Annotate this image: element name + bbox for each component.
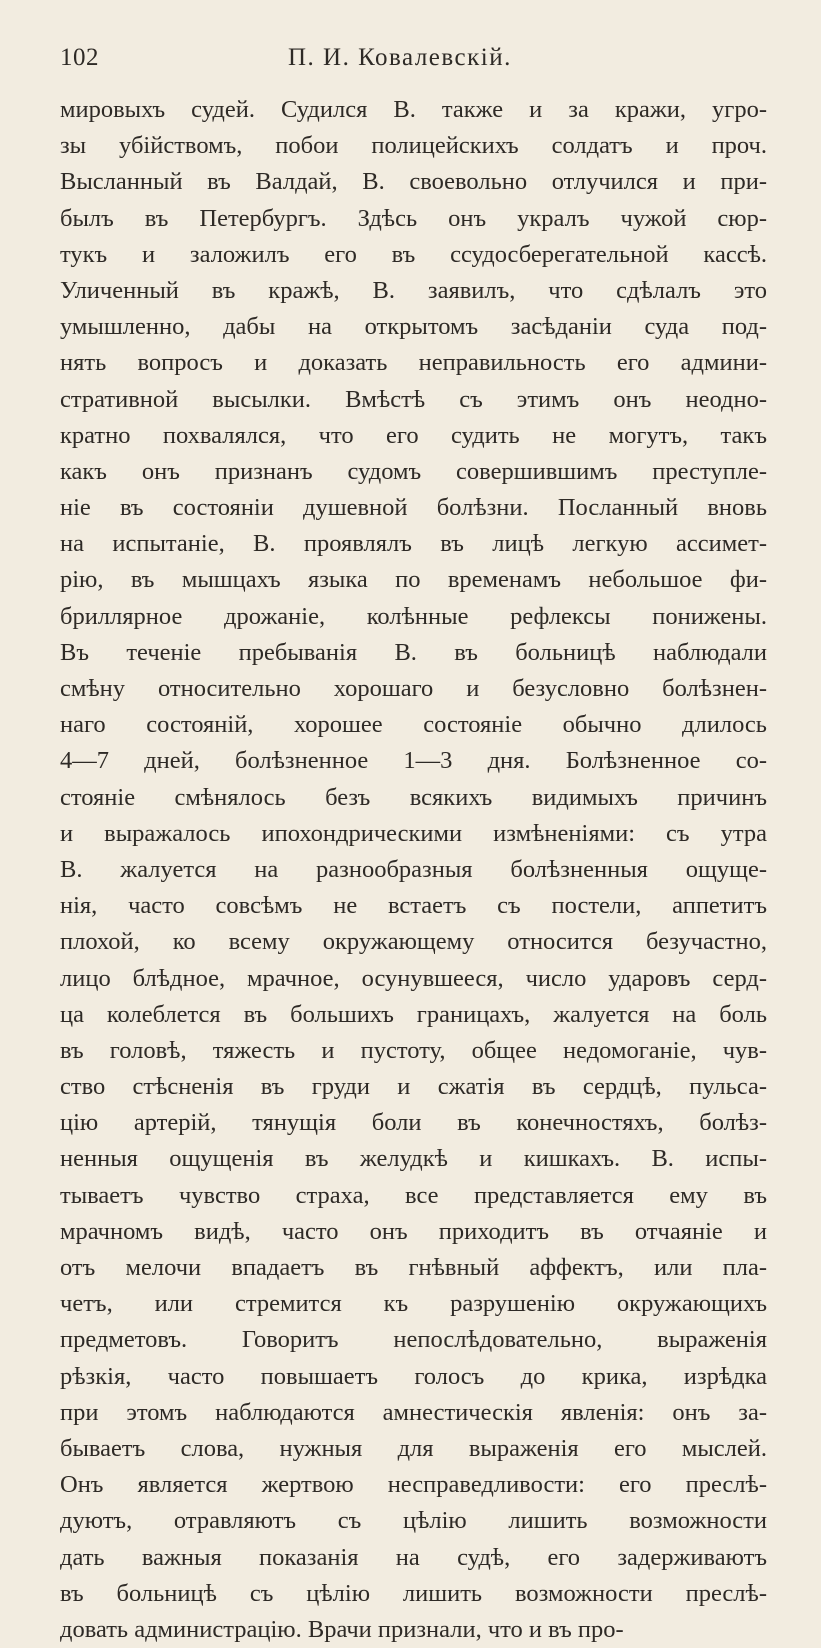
body-text [60, 92, 767, 1648]
text-line: В. жалуется на разнообразныя болѣзненныя ощуще- [60, 855, 767, 883]
text-line: ца колеблется въ большихъ границахъ, жалуется на боль [60, 1000, 767, 1028]
text-line: въ головѣ, тяжесть и пустоту, общее недомоганіе, чув- [60, 1036, 767, 1064]
text-line: смѣну относительно хорошаго и безусловно болѣзнен- [60, 675, 767, 702]
text-line: мрачномъ видѣ, часто онъ приходитъ въ отчаяніе и [60, 1217, 767, 1245]
text-line: нія, часто совсѣмъ не встаетъ съ постели, аппетитъ [60, 892, 767, 920]
text-line: дать важныя показанія на судѣ, его задерживаютъ [60, 1543, 767, 1571]
text-line: стояніе смѣнялось безъ всякихъ видимыхъ причинъ [60, 783, 767, 811]
text-line: на испытаніе, В. проявлялъ въ лицѣ легкую ассимет- [60, 530, 767, 558]
text-line: умышленно, дабы на открытомъ засѣданіи суда под- [60, 313, 767, 341]
running-title: П. И. Ковалевскій. [288, 44, 512, 71]
text-line: четъ, или стремится къ разрушенію окружающихъ [60, 1290, 767, 1318]
text-line: при этомъ наблюдаются амнестическія явленія: онъ за- [60, 1398, 767, 1426]
running-head [60, 40, 765, 80]
text-line: нять вопросъ и доказать неправильность его админи- [60, 349, 767, 377]
text-line: мировыхъ судей. Судился В. также и за кражи, угро- [60, 96, 767, 123]
text-line: Онъ является жертвою несправедливости: его преслѣ- [60, 1471, 767, 1499]
text-line: предметовъ. Говоритъ непослѣдовательно, выраженія [60, 1326, 767, 1354]
text-line: стративной высылки. Вмѣстѣ съ этимъ онъ неодно- [60, 385, 767, 413]
text-line: кратно похвалялся, что его судить не могутъ, такъ [60, 421, 767, 449]
text-line: и выражалось ипохондрическими измѣненіями: съ утра [60, 819, 767, 847]
page-number: 102 [60, 44, 99, 71]
text-line: рѣзкія, часто повышаетъ голосъ до крика, изрѣдка [60, 1362, 767, 1390]
text-line: лицо блѣдное, мрачное, осунувшееся, число ударовъ серд- [60, 964, 767, 992]
text-line: Уличенный въ кражѣ, В. заявилъ, что сдѣлалъ это [60, 276, 767, 304]
text-line: Высланный въ Валдай, В. своевольно отлучился и при- [60, 168, 767, 196]
text-line: бываетъ слова, нужныя для выраженія его мыслей. [60, 1434, 767, 1462]
text-line: наго состояній, хорошее состояніе обычно длилось [60, 711, 767, 739]
text-line: ненныя ощущенія въ желудкѣ и кишкахъ. В. испы- [60, 1145, 767, 1173]
text-line: въ больницѣ съ цѣлію лишить возможности преслѣ- [60, 1579, 767, 1607]
text-line: плохой, ко всему окружающему относится безучастно, [60, 928, 767, 956]
text-line: довать администрацію. Врачи признали, что и въ про- [60, 1615, 624, 1643]
text-line: ніе въ состояніи душевной болѣзни. Посланный вновь [60, 494, 767, 522]
text-line: тукъ и заложилъ его въ ссудосберегательной кассѣ. [60, 240, 767, 268]
text-line: тываетъ чувство страха, все представляется ему въ [60, 1181, 767, 1209]
text-line: отъ мелочи впадаетъ въ гнѣвный аффектъ, или пла- [60, 1254, 767, 1281]
text-line: дуютъ, отравляютъ съ цѣлію лишить возможности [60, 1507, 767, 1535]
text-line: бриллярное дрожаніе, колѣнные рефлексы понижены. [60, 602, 767, 630]
text-line: цію артерій, тянущія боли въ конечностяхъ, болѣз- [60, 1109, 767, 1137]
text-line: какъ онъ признанъ судомъ совершившимъ преступле- [60, 457, 767, 485]
text-line: ство стѣсненія въ груди и сжатія въ сердцѣ, пульса- [60, 1073, 767, 1101]
text-line: 4—7 дней, болѣзненное 1—3 дня. Болѣзненное со- [60, 747, 767, 775]
text-line: зы убійствомъ, побои полицейскихъ солдатъ и проч. [60, 132, 767, 160]
text-line: былъ въ Петербургъ. Здѣсь онъ укралъ чужой сюр- [60, 204, 767, 232]
text-line: рію, въ мышцахъ языка по временамъ небольшое фи- [60, 566, 767, 594]
text-line: Въ теченіе пребыванія В. въ больницѣ наблюдали [60, 638, 767, 666]
